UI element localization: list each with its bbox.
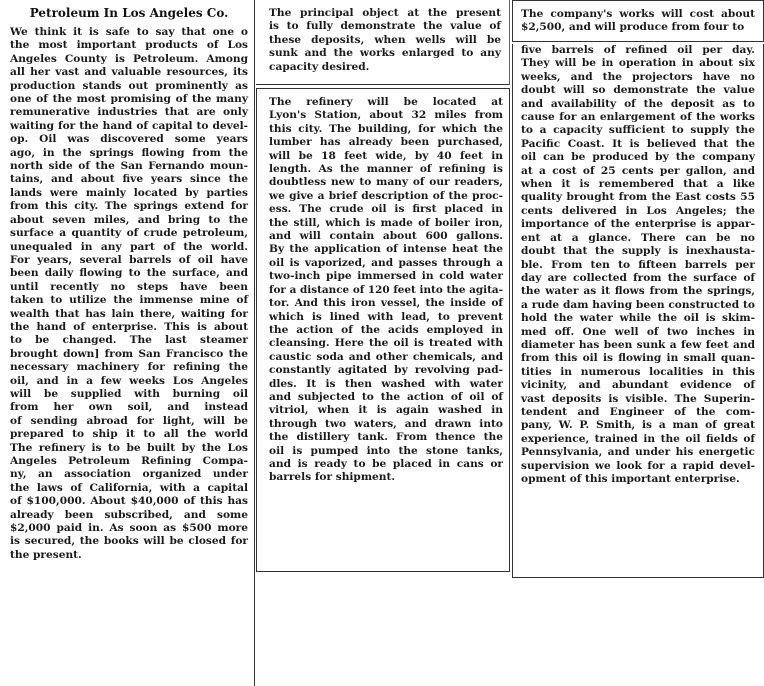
text-line: ny, an association organized under [10, 468, 248, 481]
text-line: the water as it flows from the springs, [521, 285, 755, 298]
text-line: will be 18 feet wide, by 40 feet in [269, 149, 503, 162]
text-line: tor. And this iron vessel, the inside of [269, 297, 503, 310]
text-line: and will contain about 600 gallons. [269, 230, 503, 243]
paragraph-principal-object [269, 7, 501, 74]
text-line: lands were mainly located by parties [10, 186, 248, 199]
paragraph-refinery-process [269, 96, 503, 485]
article-column-2-top [256, 0, 510, 85]
text-line: opment of this important enterprise. [521, 473, 740, 485]
text-line: Angeles Petroleum Refining Compa- [10, 455, 248, 467]
text-line: lumber has already been purchased, [269, 136, 503, 149]
text-line: cause for an enlargement of the works [521, 111, 755, 124]
text-line: remunerative industries that are only [10, 106, 248, 119]
text-line: cleansing. Here the oil is treated with [269, 337, 503, 350]
text-line: already been subscribed, and some [10, 508, 248, 521]
text-line: ble. From ten to fifteen barrels per [521, 258, 755, 271]
text-line: one of the most promising of the many [10, 93, 248, 106]
text-line: of $100,000. About $40,000 of this has [10, 495, 248, 508]
text-line: brought down] from San Francisco the [10, 347, 248, 360]
text-line: and subjected to the action of oil of [269, 390, 503, 403]
text-line: They will be in operation in about six [521, 57, 755, 70]
text-line: prepared to ship it to all the world [10, 428, 248, 441]
paragraph-works-cost [521, 8, 755, 35]
text-line: tains, and about five years since the [10, 173, 248, 186]
text-line: weeks, and the projectors have no [521, 70, 755, 83]
text-line: to be changed. The last steamer [10, 334, 248, 347]
text-line: until recently no steps have been [10, 280, 248, 293]
text-line: cents delivered in Los Angeles; the [521, 204, 755, 217]
text-line: oil is vaporized, and passes through a [269, 256, 503, 269]
text-line: a rude dam having been constructed to [521, 298, 755, 311]
text-line: The company's works will cost about [521, 8, 755, 20]
text-line: constantly agitated by revolving pad- [269, 364, 503, 377]
text-line: through two waters, and drawn into [269, 417, 503, 430]
text-line: doubt will so demonstrate the value [521, 84, 755, 97]
text-line: to a capacity sufficient to supply the [521, 124, 755, 137]
text-line: supervision we look for a rapid devel- [521, 459, 755, 472]
article-column-2-bottom [256, 88, 510, 572]
text-line: is to fully demonstrate the value of [269, 20, 501, 33]
text-line: oil, and in a few weeks Los Angeles [10, 374, 248, 387]
text-line: pany, W. P. Smith, is a man of great [521, 419, 755, 432]
article-column-3-bottom [512, 44, 764, 578]
text-line: for a distance of 120 feet into the agita- [269, 283, 503, 296]
text-line: the laws of California, with a capital [10, 481, 248, 494]
text-line: length. As the manner of refining is [269, 163, 503, 176]
text-line: the still, which is made of boiler iron, [269, 216, 503, 229]
text-line: Angeles County is Petroleum. Among [10, 52, 248, 65]
text-line: The refinery is to be built by the Los [10, 441, 248, 454]
text-line: diameter has been sunk a few feet and [521, 338, 755, 351]
text-line: importance of the enterprise is appar- [521, 218, 755, 231]
text-line: which is lined with lead, to prevent [269, 310, 503, 323]
text-line: ess. The crude oil is first placed in [269, 203, 503, 216]
text-line: quality brought from the East costs 55 [521, 191, 755, 204]
text-line: $2,000 paid in. As soon as $500 more [10, 522, 248, 535]
paragraph-intro [10, 26, 248, 562]
text-line: doubt that the supply is inexhausta- [521, 245, 755, 258]
text-line: when it is remembered that a like [521, 178, 755, 191]
text-line: the action of the acids employed in [269, 323, 503, 336]
text-line: the most important products of Los [10, 39, 248, 52]
text-line: For years, several barrels of oil have [10, 253, 248, 266]
text-line: production stands out prominently as [10, 79, 248, 92]
text-line: five barrels of refined oil per day. [521, 44, 755, 56]
text-line: these deposits, when wells will be [269, 33, 501, 46]
text-line: Lyon's Station, about 32 miles from [269, 109, 503, 122]
text-line: will be supplied with burning oil [10, 387, 248, 400]
text-line: ago, in the springs flowing from the [10, 146, 248, 159]
text-line: from her own soil, and instead [10, 401, 248, 414]
text-line: the hand of enterprise. This is about [10, 320, 248, 333]
text-line: at a cost of 25 cents per gallon, and [521, 164, 755, 177]
text-line: unequaled in any part of the world. [10, 240, 248, 253]
text-line: the distillery tank. From thence the [269, 431, 503, 444]
text-line: vicinity, and abundant evidence of [521, 379, 755, 392]
text-line: Pennsylvania, and under his energetic [521, 446, 755, 459]
text-line: necessary machinery for refining the [10, 361, 248, 374]
text-line: We think it is safe to say that one o [10, 26, 248, 38]
text-line: about seven miles, and bring to the [10, 213, 248, 226]
text-line: this city. The building, for which the [269, 122, 503, 135]
text-line: doubtless new to many of our readers, [269, 176, 503, 189]
text-line: two-inch pipe immersed in cold water [269, 270, 503, 283]
text-line: day are collected from the surface of [521, 271, 755, 284]
text-line: op. Oil was discovered some years [10, 133, 248, 146]
text-line: north side of the San Fernando moun- [10, 160, 248, 173]
text-line: is secured, the books will be closed for [10, 535, 248, 548]
article-column-1 [0, 0, 255, 686]
text-line: The refinery will be located at [269, 96, 503, 108]
text-line: been daily flowing to the surface, and [10, 267, 248, 280]
text-line: capacity desired. [269, 60, 370, 73]
text-line: Pacific Coast. It is believed that the [521, 137, 755, 150]
paragraph-production-and-supply [521, 44, 755, 486]
text-line: dles. It is then washed with water [269, 377, 503, 390]
text-line: of sending abroad for light, will be [10, 414, 248, 427]
article-column-3-top [512, 0, 764, 42]
text-line: $2,500, and will produce from four to [521, 21, 745, 34]
text-line: the present. [10, 548, 82, 561]
text-line: tities in numerous localities in this [521, 365, 755, 378]
text-line: and is ready to be placed in cans or [269, 457, 503, 470]
text-line: barrels for shipment. [269, 471, 396, 484]
text-line: oil can be produced by the company [521, 151, 755, 164]
text-line: we give a brief description of the proc- [269, 189, 503, 202]
text-line: sunk and the works enlarged to any [269, 47, 501, 60]
text-line: taken to utilize the immense mine of [10, 294, 248, 307]
text-line: hold the water while the oil is skim- [521, 312, 755, 325]
text-line: caustic soda and other chemicals, and [269, 350, 503, 363]
text-line: waiting for the hand of capital to devel- [10, 119, 248, 132]
text-line: The principal object at the present [269, 7, 501, 19]
text-line: experience, trained in the oil fields of [521, 432, 755, 445]
text-line: wealth that has lain there, waiting for [10, 307, 248, 320]
text-line: all her vast and valuable resources, its [10, 66, 248, 79]
text-line: oil is pumped into the stone tanks, [269, 444, 503, 457]
text-line: ent at a glance. There can be no [521, 231, 755, 244]
text-line: from this oil is flowing in small quan- [521, 352, 755, 365]
text-line: vast deposits is visible. The Superin- [521, 392, 755, 405]
text-line: By the application of intense heat the [269, 243, 503, 256]
text-line: vitriol, when it is again washed in [269, 404, 503, 417]
text-line: surface a quantity of crude petroleum, [10, 227, 248, 240]
text-line: from this city. The springs extend for [10, 200, 248, 213]
text-line: med off. One well of two inches in [521, 325, 755, 338]
text-line: and availability of the deposit as to [521, 97, 755, 110]
text-line: tendent and Engineer of the com- [521, 405, 755, 418]
article-title: Petroleum In Los Angeles Co. [29, 6, 229, 20]
